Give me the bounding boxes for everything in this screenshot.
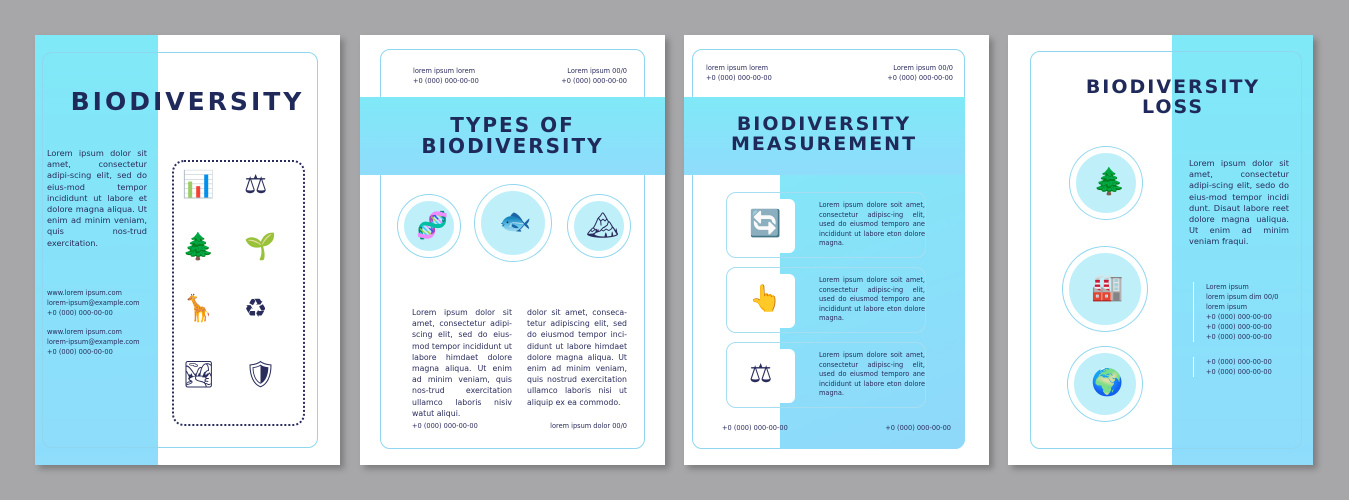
icon-area (731, 274, 795, 328)
contact-block (1193, 282, 1279, 342)
bar-chart-icon: 📊 (182, 170, 215, 200)
recycle-leaf-icon: ♻ (244, 294, 268, 324)
measurement-item (726, 267, 926, 333)
contact-line: Lorem ipsum (1206, 283, 1249, 291)
website: www.lorem ipsum.com (47, 289, 122, 297)
footer-left: +0 (000) 000-00-00 (722, 424, 788, 432)
deforestation-circle (1070, 147, 1142, 219)
header-text: Lorem ipsum 00/0 (893, 64, 953, 72)
header-phone: +0 (000) 000-00-00 (887, 74, 953, 82)
tree-icon: 🌲 (182, 232, 215, 262)
header-left (706, 63, 772, 83)
contact-line: lorem ipsum dim 00/0 (1206, 293, 1279, 301)
globe-species-icon: 🐟 (499, 207, 532, 237)
brochure-page-measurement (684, 35, 989, 465)
icon-area (731, 199, 795, 253)
pollution-circle (1063, 247, 1147, 331)
phone: +0 (000) 000-00-00 (1206, 323, 1272, 331)
contact-line: lorem ipsum (1206, 303, 1248, 311)
item-text: Lorem ipsum dolore soit amet, consectetur adipisc-ing elit, used do eiusmod temporo ane incididunt ut labore eton dolore magna. (819, 351, 925, 398)
email: lorem-ipsum@example.com (47, 338, 140, 346)
website: www.lorem ipsum.com (47, 328, 122, 336)
phone: +0 (000) 000-00-00 (47, 348, 113, 356)
dna-icon: 🧬 (416, 211, 449, 241)
factory-warning-icon: 🏭 (1091, 273, 1124, 303)
footer-right: +0 (000) 000-00-00 (885, 424, 951, 432)
header-left (413, 66, 479, 86)
page-title: TYPES OF BIODIVERSITY (421, 113, 604, 158)
phone: +0 (000) 000-00-00 (1206, 368, 1272, 376)
footer-left: +0 (000) 000-00-00 (412, 422, 478, 430)
touchscreen-data-icon: 👆 (749, 284, 782, 314)
header-right (887, 63, 953, 83)
header-text: lorem ipsum lorem (413, 67, 476, 75)
contact-block (47, 288, 140, 357)
header-text: Lorem ipsum 00/0 (567, 67, 627, 75)
globe-warming-icon: 🌍 (1091, 368, 1124, 398)
brochure-page-biodiversity (35, 35, 340, 465)
header-phone: +0 (000) 000-00-00 (413, 77, 479, 85)
paw-shield-icon: 🛡 (244, 360, 278, 390)
phone: +0 (000) 000-00-00 (1206, 358, 1272, 366)
header-phone: +0 (000) 000-00-00 (561, 77, 627, 85)
phone: +0 (000) 000-00-00 (1206, 313, 1272, 321)
header-text: lorem ipsum lorem (706, 64, 769, 72)
page-title: BIODIVERSITY (70, 87, 305, 116)
item-text: Lorem ipsum dolore soit amet, consectetur adipisc-ing elit, used do eiusmod temporo ane incididunt ut labore eton dolore magna. (819, 276, 925, 323)
dna-icon-circle (398, 195, 460, 257)
measurement-item (726, 342, 926, 408)
phone: +0 (000) 000-00-00 (47, 309, 113, 317)
phone: +0 (000) 000-00-00 (1206, 333, 1272, 341)
scale-icon: ⚖ (749, 359, 773, 389)
body-column-2: dolor sit amet, conseca-tetur adipiscing elit, sed do eiusmod tempor inci-didunt ut labore himdaet dolore magna aliqua. Ut enim ad minim veniam, quis nostrud exercitation ullamco laboris nisi ut aliquip ex ea commodo. (527, 308, 627, 407)
scale-icon: ⚖ (244, 170, 268, 200)
mountain-icon: 🏔 (586, 211, 620, 241)
ecosystem-icon-circle (568, 195, 630, 257)
page-title: BIODIVERSITY LOSS (1085, 76, 1261, 118)
species-icon-circle (475, 185, 551, 261)
body-column-1: Lorem ipsum dolor sit amet, consectetur adipi-scing elit, sed do eius-mod tempor incididunt ut labore himdaet dolore magna aliqua. Ut enim ad minim veniam, quis nos-trud exercitation ullamco laboris nisiv watut aliqui. (412, 308, 512, 418)
tree-cutting-icon: 🌲 (1093, 167, 1126, 197)
brochure-page-types (360, 35, 665, 465)
email: lorem-ipsum@example.com (47, 299, 140, 307)
header-phone: +0 (000) 000-00-00 (706, 74, 772, 82)
page-title: BIODIVERSITY MEASUREMENT (730, 113, 918, 155)
body-text: Lorem ipsum dolor sit amet, consectetur adipi-scing elit, sedo do eius-mod tempor incidi dunt. Disaut labore reet dolore magna ualiqua. Ut enim ad minim veniam fraqui. (1189, 158, 1289, 247)
cycle-species-icon: 🔄 (749, 209, 782, 239)
landscape-icon: 🏞 (182, 360, 216, 390)
contact-block (1193, 357, 1272, 377)
measurement-item (726, 192, 926, 258)
icon-panel (172, 160, 305, 426)
body-text: Lorem ipsum dolor sit amet, consectetur adipi-scing elit, sed do eius-mod tempor incididunt ut labore et dolore magna aliqua. Ut enim ad minim veniam, quis nos-trud exercitation. (47, 148, 147, 248)
climate-circle (1068, 347, 1142, 421)
icon-area (731, 349, 795, 403)
footer-right: lorem ipsum dolor 00/0 (550, 422, 627, 430)
header-right (561, 66, 627, 86)
brochure-page-loss (1008, 35, 1313, 465)
giraffe-lion-icon: 🦒 (182, 294, 215, 324)
plant-hands-icon: 🌱 (244, 232, 277, 262)
item-text: Lorem ipsum dolore soit amet, consectetur adipisc-ing elit, used do eiusmod temporo ane incididunt ut labore eton dolore magna. (819, 201, 925, 248)
